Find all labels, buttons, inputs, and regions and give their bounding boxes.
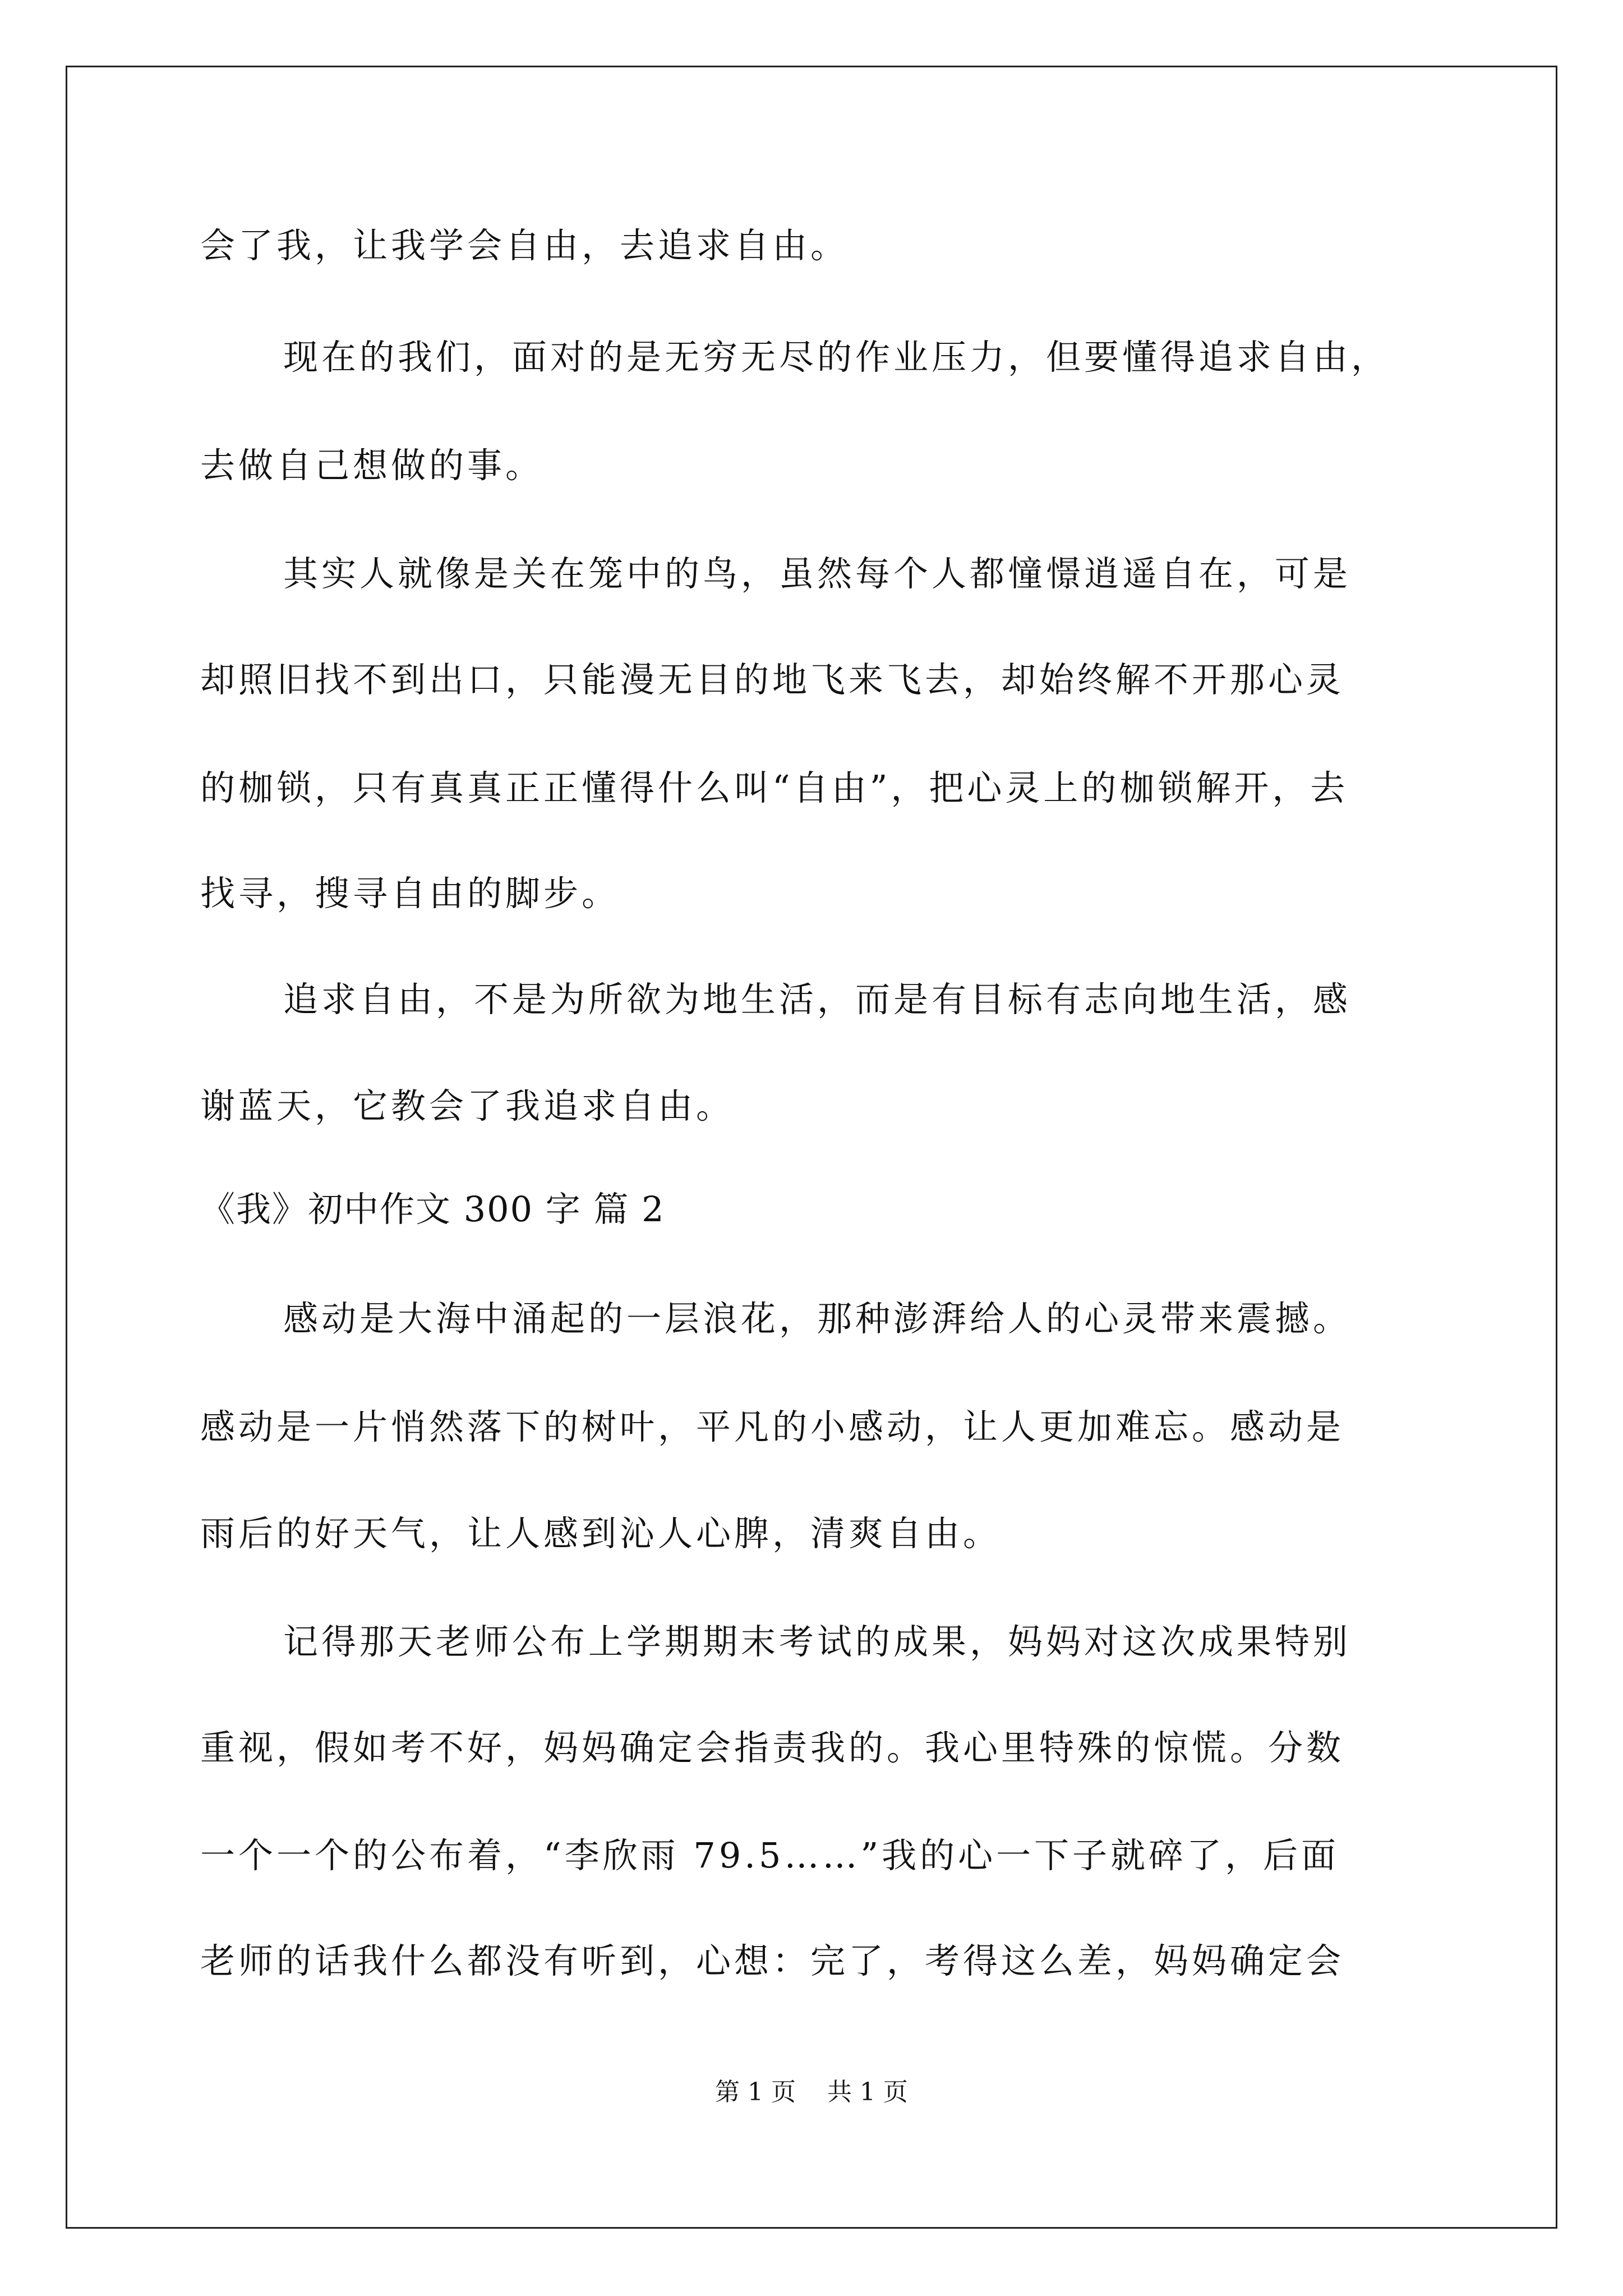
- paragraph-line: 去做自己想做的事。: [200, 445, 544, 486]
- paragraph-line: 感动是一片悄然落下的树叶，平凡的小感动，让人更加难忘。感动是: [200, 1406, 1345, 1447]
- paragraph-line: 其实人就像是关在笼中的鸟，虽然每个人都憧憬逍遥自在，可是: [283, 553, 1352, 594]
- paragraph-line: 重视，假如考不好，妈妈确定会指责我的。我心里特殊的惊慌。分数: [200, 1727, 1345, 1768]
- paragraph-line: 记得那天老师公布上学期期末考试的成果，妈妈对这次成果特别: [283, 1621, 1352, 1662]
- paragraph-line: 会了我，让我学会自由，去追求自由。: [200, 225, 849, 266]
- paragraph-line: 谢蓝天，它教会了我追求自由。: [200, 1085, 735, 1126]
- section-heading: 《我》初中作文 300 字 篇 2: [200, 1189, 665, 1230]
- paragraph-line: 的枷锁，只有真真正正懂得什么叫“自由”，把心灵上的枷锁解开，去: [200, 767, 1349, 808]
- paragraph-line: 感动是大海中涌起的一层浪花，那种澎湃给人的心灵带来震撼。: [283, 1298, 1352, 1339]
- paragraph-line: 现在的我们，面对的是无穷无尽的作业压力，但要懂得追求自由，: [283, 337, 1390, 378]
- paragraph-line: 追求自由，不是为所欲为地生活，而是有目标有志向地生活，感: [283, 979, 1352, 1020]
- paragraph-line: 一个一个的公布着，“李欣雨 79.5……”我的心一下子就碎了，后面: [200, 1835, 1340, 1876]
- paragraph-line: 老师的话我什么都没有听到，心想：完了，考得这么差，妈妈确定会: [200, 1940, 1345, 1981]
- paragraph-line: 雨后的好天气，让人感到沁人心脾，清爽自由。: [200, 1513, 1002, 1554]
- page-border: [66, 66, 1557, 2229]
- page-footer: 第 1 页 共 1 页: [715, 2078, 908, 2106]
- paragraph-line: 却照旧找不到出口，只能漫无目的地飞来飞去，却始终解不开那心灵: [200, 659, 1345, 700]
- paragraph-line: 找寻，搜寻自由的脚步。: [200, 873, 620, 914]
